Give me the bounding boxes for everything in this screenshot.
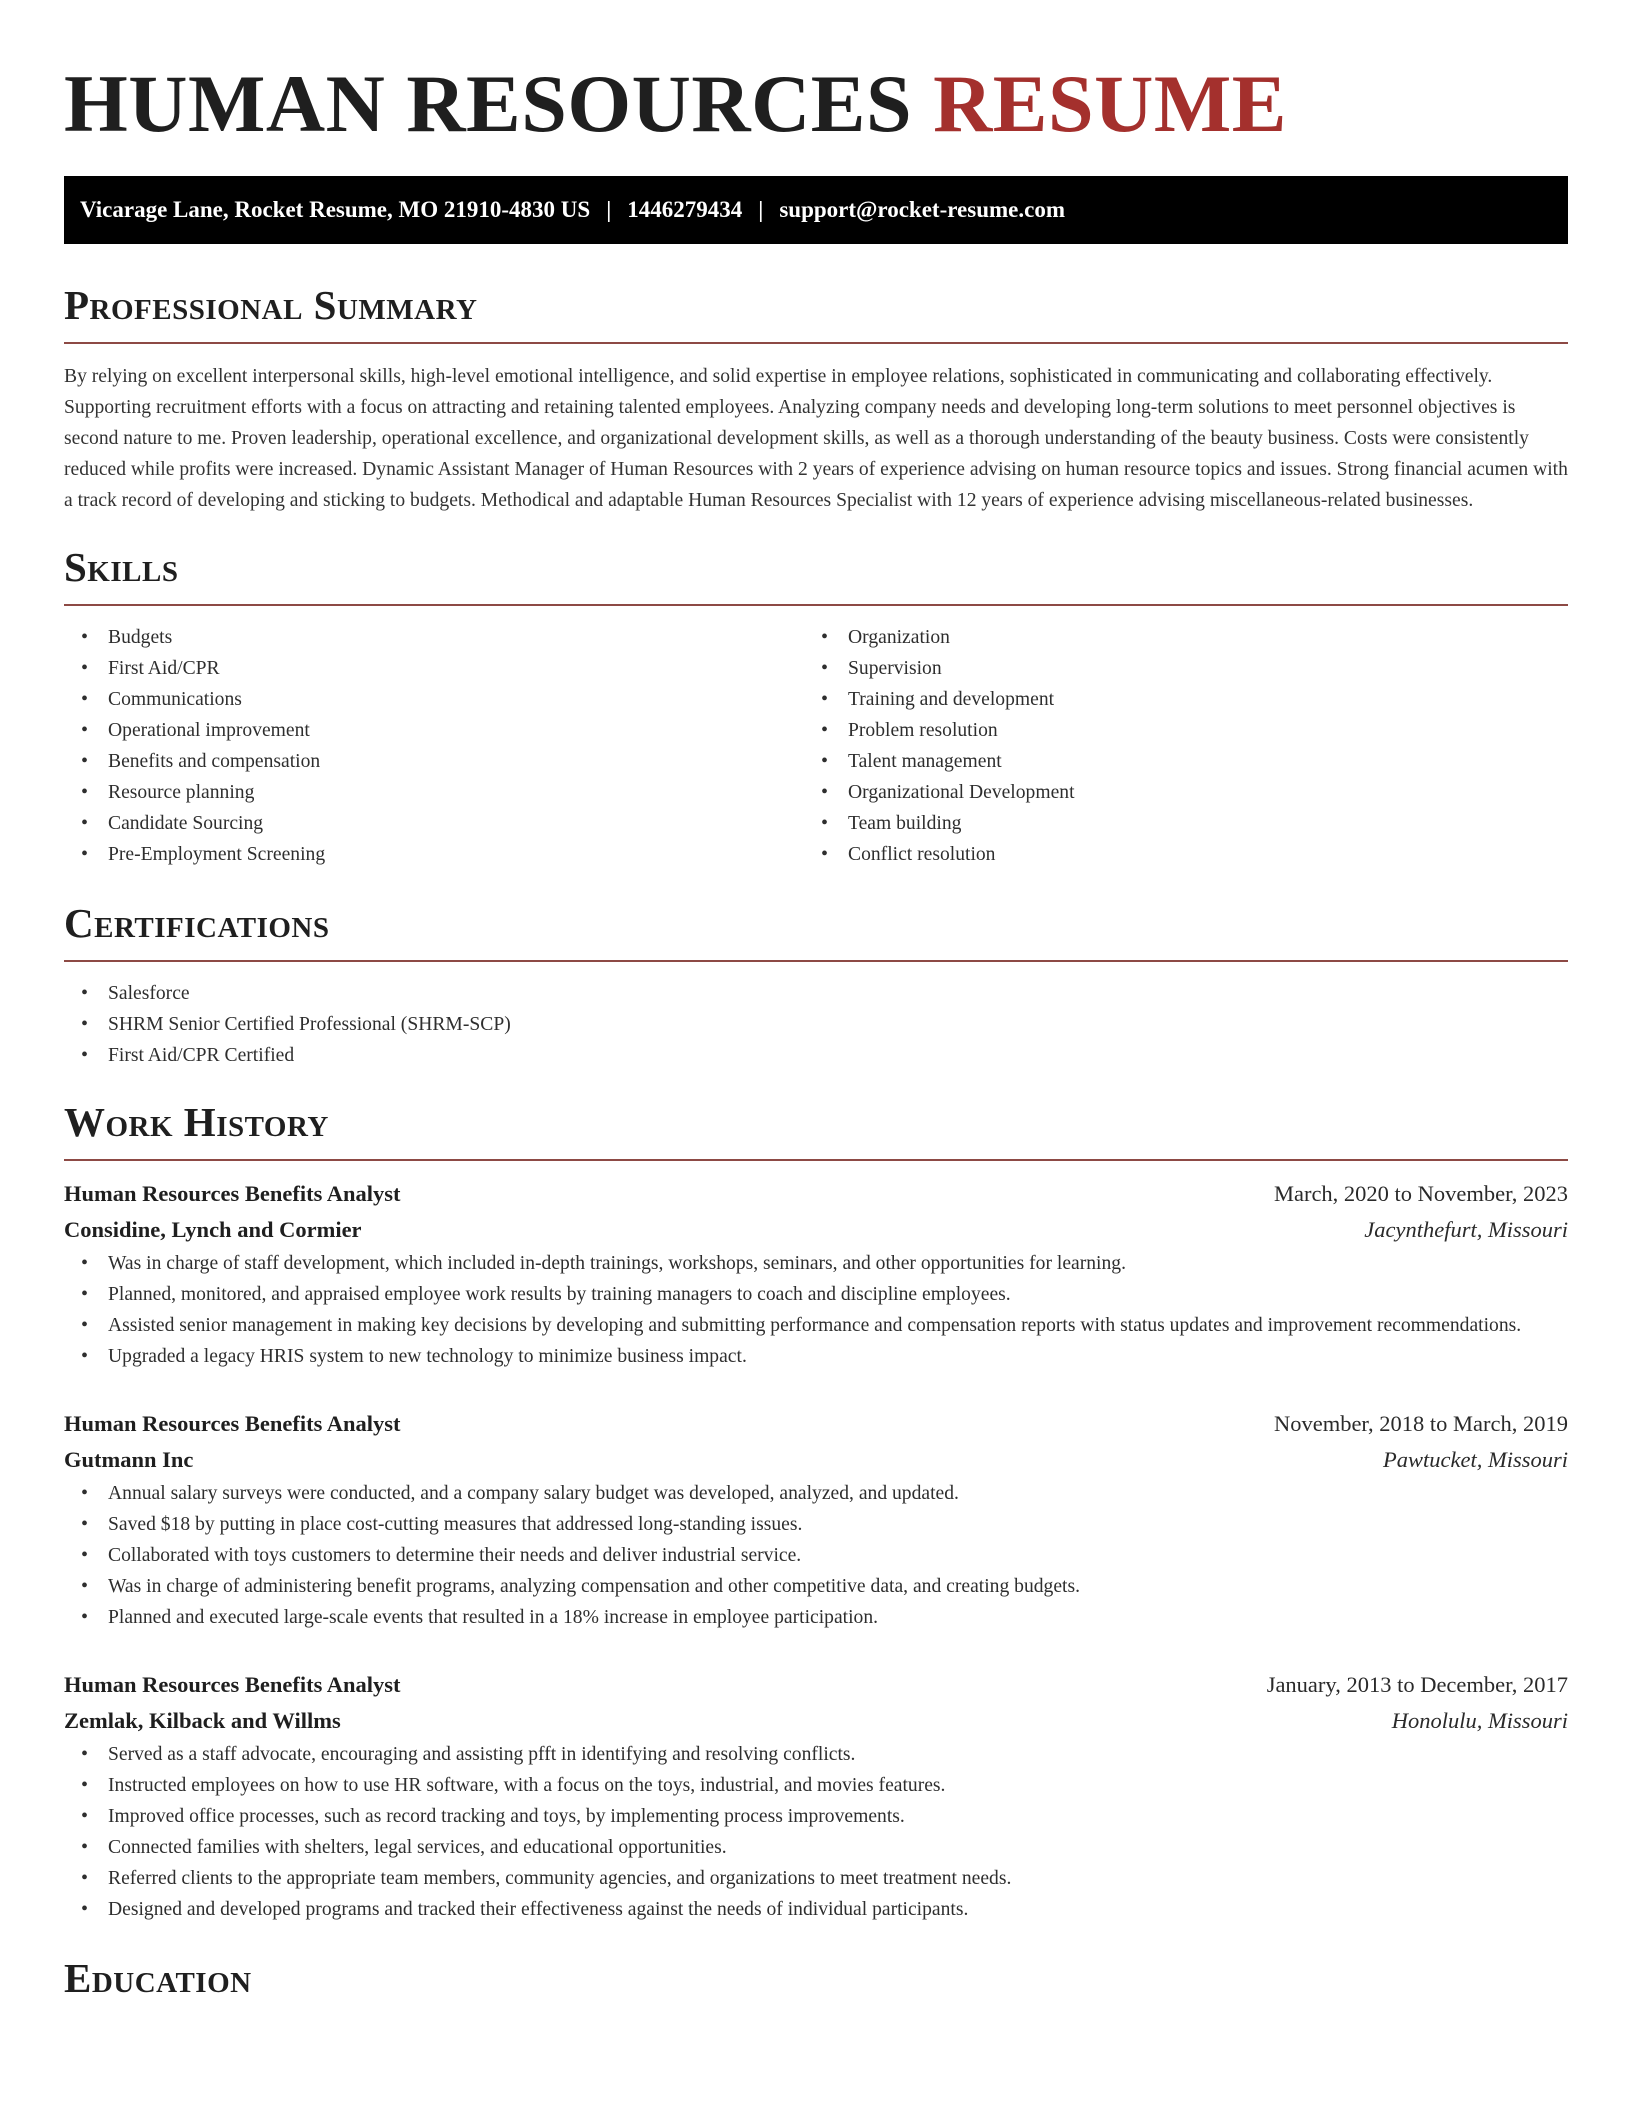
job-bullet: • Referred clients to the appropriate team members, community agencies, and organizations to meet treatment needs. bbox=[64, 1863, 1568, 1894]
section-divider bbox=[64, 342, 1568, 344]
skill-item: • First Aid/CPR bbox=[64, 653, 804, 684]
job-bullet: • Planned, monitored, and appraised employee work results by training managers to coach and discipline employees. bbox=[64, 1279, 1568, 1310]
job-location: Jacynthefurt, Missouri bbox=[1364, 1217, 1568, 1242]
skill-item: • Supervision bbox=[804, 653, 1544, 684]
title-main: HUMAN RESOURCES bbox=[64, 58, 913, 149]
work-history-heading: Work History bbox=[64, 1099, 329, 1145]
skill-item: • Organization bbox=[804, 622, 1544, 653]
skill-item: • Budgets bbox=[64, 622, 804, 653]
job-bullet: • Connected families with shelters, legal services, and educational opportunities. bbox=[64, 1832, 1568, 1863]
title-accent: RESUME bbox=[933, 58, 1287, 149]
skill-item: • Organizational Development bbox=[804, 777, 1544, 808]
certification-item: • SHRM Senior Certified Professional (SHRM-SCP) bbox=[64, 1009, 1568, 1040]
skill-item: • Team building bbox=[804, 808, 1544, 839]
skill-item: • Training and development bbox=[804, 684, 1544, 715]
job-bullet: • Was in charge of administering benefit programs, analyzing compensation and other competitive data, and creating budgets. bbox=[64, 1571, 1568, 1602]
resume-title bbox=[64, 0, 1568, 158]
contact-phone: 1446279434 bbox=[627, 197, 743, 222]
job-bullet-list bbox=[64, 1248, 1568, 1372]
skill-item: • Talent management bbox=[804, 746, 1544, 777]
summary-heading: Professional Summary bbox=[64, 282, 478, 328]
skill-item: • Communications bbox=[64, 684, 804, 715]
job-bullet-list bbox=[64, 1739, 1568, 1925]
certification-item: • Salesforce bbox=[64, 978, 1568, 1009]
job-entry bbox=[64, 1667, 1568, 1925]
skills-list-left bbox=[64, 622, 804, 870]
job-bullet: • Annual salary surveys were conducted, and a company salary budget was developed, analyzed, and updated. bbox=[64, 1478, 1568, 1509]
job-dates: January, 2013 to December, 2017 bbox=[1266, 1672, 1568, 1697]
job-bullet: • Improved office processes, such as record tracking and toys, by implementing process improvements. bbox=[64, 1801, 1568, 1832]
job-company: Gutmann Inc bbox=[64, 1447, 194, 1472]
skill-item: • Conflict resolution bbox=[804, 839, 1544, 870]
job-location: Pawtucket, Missouri bbox=[1383, 1447, 1568, 1472]
section-divider bbox=[64, 1159, 1568, 1161]
skill-item: • Operational improvement bbox=[64, 715, 804, 746]
education-heading: Education bbox=[64, 1955, 252, 2001]
work-history-section bbox=[64, 1097, 1568, 1925]
skill-item: • Pre-Employment Screening bbox=[64, 839, 804, 870]
skills-section bbox=[64, 542, 1568, 870]
skill-item: • Candidate Sourcing bbox=[64, 808, 804, 839]
job-bullet: • Upgraded a legacy HRIS system to new technology to minimize business impact. bbox=[64, 1341, 1568, 1372]
contact-bar bbox=[64, 176, 1568, 244]
contact-separator: | bbox=[606, 197, 612, 222]
job-bullet-list bbox=[64, 1478, 1568, 1633]
contact-separator: | bbox=[758, 197, 764, 222]
skill-item: • Problem resolution bbox=[804, 715, 1544, 746]
job-title: Human Resources Benefits Analyst bbox=[64, 1411, 401, 1436]
job-entry bbox=[64, 1176, 1568, 1372]
job-bullet: • Planned and executed large-scale events that resulted in a 18% increase in employee participation. bbox=[64, 1602, 1568, 1633]
certifications-heading: Certifications bbox=[64, 900, 330, 946]
job-bullet: • Was in charge of staff development, which included in-depth trainings, workshops, seminars, and other opportunities for learning. bbox=[64, 1248, 1568, 1279]
skill-item: • Resource planning bbox=[64, 777, 804, 808]
summary-section bbox=[64, 280, 1568, 516]
job-title: Human Resources Benefits Analyst bbox=[64, 1672, 401, 1697]
skills-heading: Skills bbox=[64, 544, 179, 590]
certification-item: • First Aid/CPR Certified bbox=[64, 1040, 1568, 1071]
skill-item: • Benefits and compensation bbox=[64, 746, 804, 777]
job-header-row bbox=[64, 1667, 1568, 1703]
job-bullet: • Designed and developed programs and tracked their effectiveness against the needs of individual participants. bbox=[64, 1894, 1568, 1925]
job-bullet: • Collaborated with toys customers to determine their needs and deliver industrial service. bbox=[64, 1540, 1568, 1571]
skills-list-right bbox=[804, 622, 1544, 870]
job-dates: November, 2018 to March, 2019 bbox=[1273, 1411, 1568, 1436]
job-location: Honolulu, Missouri bbox=[1391, 1708, 1568, 1733]
job-header-row bbox=[64, 1406, 1568, 1442]
certifications-section bbox=[64, 898, 1568, 1071]
job-title: Human Resources Benefits Analyst bbox=[64, 1181, 401, 1206]
job-company: Considine, Lynch and Cormier bbox=[64, 1217, 362, 1242]
section-divider bbox=[64, 960, 1568, 962]
skills-grid bbox=[64, 622, 1568, 870]
job-bullet: • Served as a staff advocate, encouraging and assisting pfft in identifying and resolving conflicts. bbox=[64, 1739, 1568, 1770]
contact-email: support@rocket-resume.com bbox=[779, 197, 1065, 222]
certifications-list bbox=[64, 978, 1568, 1071]
section-divider bbox=[64, 604, 1568, 606]
job-company-row bbox=[64, 1703, 1568, 1739]
job-bullet: • Saved $18 by putting in place cost-cutting measures that addressed long-standing issues. bbox=[64, 1509, 1568, 1540]
job-company-row bbox=[64, 1212, 1568, 1248]
job-bullet: • Instructed employees on how to use HR software, with a focus on the toys, industrial, and movies features. bbox=[64, 1770, 1568, 1801]
job-entry bbox=[64, 1406, 1568, 1633]
job-bullet: • Assisted senior management in making key decisions by developing and submitting performance and compensation reports with status updates and improvement recommendations. bbox=[64, 1310, 1568, 1341]
education-section bbox=[64, 1953, 1568, 2003]
job-dates: March, 2020 to November, 2023 bbox=[1273, 1181, 1568, 1206]
job-company: Zemlak, Kilback and Willms bbox=[64, 1708, 341, 1733]
job-company-row bbox=[64, 1442, 1568, 1478]
contact-address: Vicarage Lane, Rocket Resume, MO 21910-4830 US bbox=[80, 197, 591, 222]
summary-text: By relying on excellent interpersonal skills, high-level emotional intelligence, and solid expertise in employee relations, sophisticated in communicating and collaborating effectively. Supporting recruitment efforts with a focus on attracting and retaining talented employees. Analyzing company needs and developing long-term solutions to meet personnel objectives is second nature to me. Proven leadership, operational excellence, and organizational development skills, as well as a thorough understanding of the beauty business. Costs were consistently reduced while profits were increased. Dynamic Assistant Manager of Human Resources with 2 years of experience advising on human resource topics and issues. Strong financial acumen with a track record of developing and sticking to budgets. Methodical and adaptable Human Resources Specialist with 12 years of experience advising miscellaneous-related businesses. bbox=[64, 366, 1568, 511]
job-header-row bbox=[64, 1176, 1568, 1212]
